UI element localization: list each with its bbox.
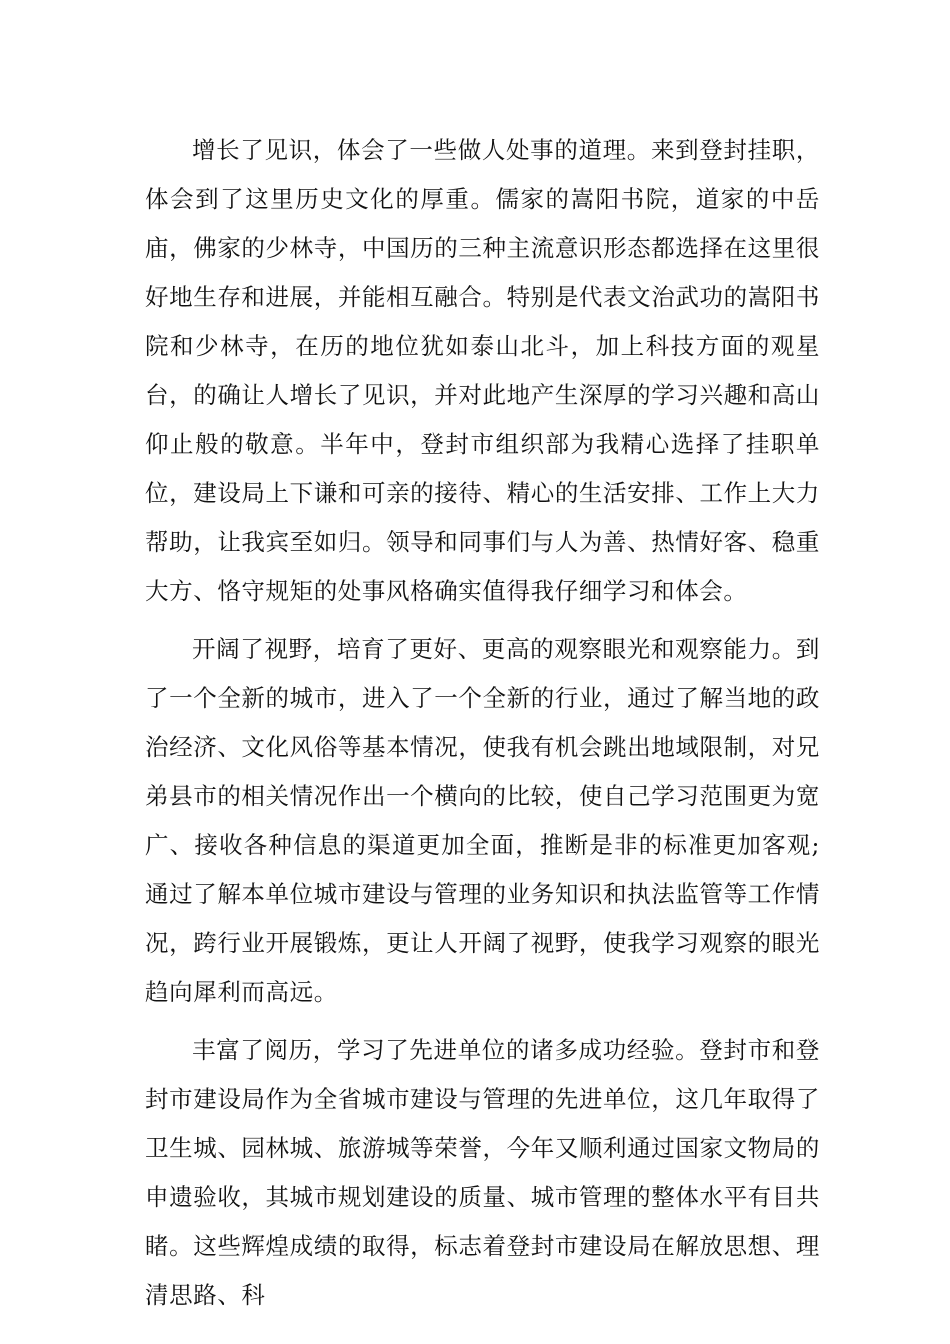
paragraph-3: 丰富了阅历，学习了先进单位的诸多成功经验。登封市和登封市建设局作为全省城市建设与管理的先进单位，这几年取得了卫生城、园林城、旅游城等荣誉，今年又顺利通过国家文物局的申遗验收，其城市规划建设的质量、城市管理的整体水平有目共睹。这些辉煌成绩的取得，标志着登封市建设局在解放思想、理清思路、科 <box>145 1036 820 1309</box>
document-body <box>145 126 820 1329</box>
paragraph-1: 增长了见识，体会了一些做人处事的道理。来到登封挂职，体会到了这里历史文化的厚重。儒家的嵩阳书院，道家的中岳庙，佛家的少林寺，中国历的三种主流意识形态都选择在这里很好地生存和进展，并能相互融合。特别是代表文治武功的嵩阳书院和少林寺，在历的地位犹如泰山北斗，加上科技方面的观星台，的确让人增长了见识，并对此地产生深厚的学习兴趣和高山仰止般的敬意。半年中，登封市组织部为我精心选择了挂职单位，建设局上下谦和可亲的接待、精心的生活安排、工作上大力帮助，让我宾至如归。领导和同事们与人为善、热情好客、稳重大方、恪守规矩的处事风格确实值得我仔细学习和体会。 <box>145 136 820 605</box>
paragraph-2: 开阔了视野，培育了更好、更高的观察眼光和观察能力。到了一个全新的城市，进入了一个全新的行业，通过了解当地的政治经济、文化风俗等基本情况，使我有机会跳出地域限制，对兄弟县市的相关情况作出一个横向的比较，使自己学习范围更为宽广、接收各种信息的渠道更加全面，推断是非的标准更加客观;通过了解本单位城市建设与管理的业务知识和执法监管等工作情况，跨行业开展锻炼，更让人开阔了视野，使我学习观察的眼光趋向犀利而高远。 <box>145 635 820 1006</box>
